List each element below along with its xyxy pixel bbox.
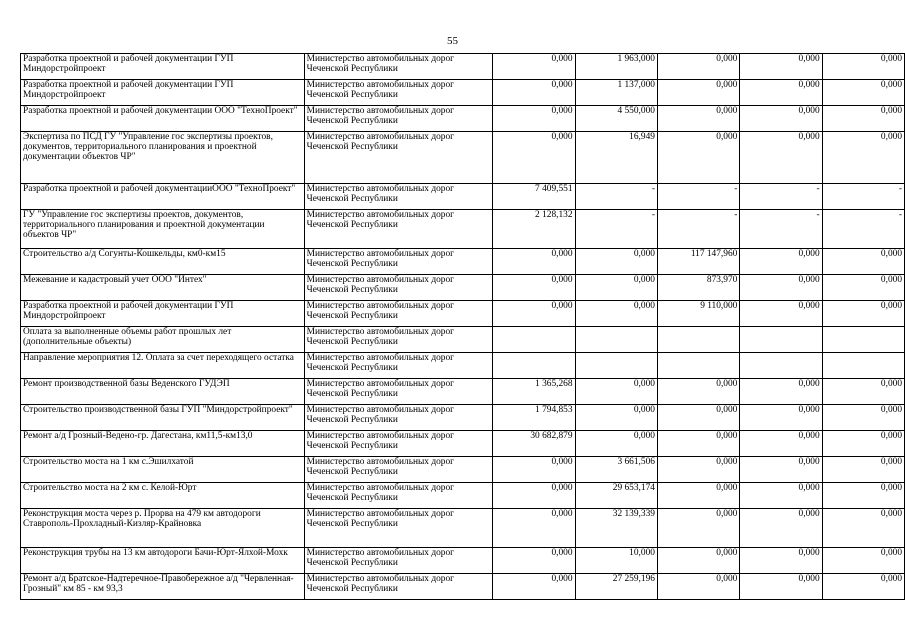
row-ministry-cell: Министерство автомобильных дорог Чеченской Республики [304,106,492,132]
row-ministry-cell: Министерство автомобильных дорог Чеченской Республики [304,275,492,301]
table-row [21,80,905,106]
budget-table [20,53,905,600]
table-row [21,132,905,184]
value-cell-4 [740,353,822,379]
row-ministry-cell: Министерство автомобильных дорог Чеченской Республики [304,483,492,509]
table-row [21,249,905,275]
value-cell-2: 1 963,000 [575,54,657,80]
value-cell-2: 0,000 [575,249,657,275]
value-cell-5: 0,000 [822,574,904,600]
value-cell-5: 0,000 [822,249,904,275]
row-ministry-cell: Министерство автомобильных дорог Чеченской Республики [304,353,492,379]
table-row [21,301,905,327]
table-row [21,353,905,379]
value-cell-5: 0,000 [822,483,904,509]
value-cell-5: - [822,210,904,249]
value-cell-1: 0,000 [493,457,575,483]
value-cell-4: 0,000 [740,483,822,509]
value-cell-5: 0,000 [822,301,904,327]
row-ministry-cell: Министерство автомобильных дорог Чеченской Республики [304,132,492,184]
value-cell-4: 0,000 [740,80,822,106]
value-cell-1 [493,327,575,353]
value-cell-5 [822,353,904,379]
row-name-cell: Ремонт а/д Братское-Надтеречное-Правобережное а/д "Червленная-Грозный" км 85 - км 93,3 [21,574,305,600]
row-name-cell: Строительство а/д Согунты-Кошкельды, км0-км15 [21,249,305,275]
value-cell-4: 0,000 [740,132,822,184]
value-cell-3: 0,000 [657,54,739,80]
value-cell-4: 0,000 [740,548,822,574]
value-cell-5: 0,000 [822,132,904,184]
row-name-cell: Строительство моста на 1 км с.Эшилхатой [21,457,305,483]
value-cell-5: 0,000 [822,457,904,483]
value-cell-2: 32 139,339 [575,509,657,548]
value-cell-3: 0,000 [657,106,739,132]
value-cell-1: 0,000 [493,249,575,275]
row-ministry-cell: Министерство автомобильных дорог Чеченской Республики [304,327,492,353]
value-cell-2: 4 550,000 [575,106,657,132]
row-ministry-cell: Министерство автомобильных дорог Чеченской Республики [304,249,492,275]
value-cell-3: - [657,210,739,249]
value-cell-1: 1 794,853 [493,405,575,431]
value-cell-5: - [822,184,904,210]
value-cell-2: 0,000 [575,275,657,301]
value-cell-1: 0,000 [493,301,575,327]
table-row [21,457,905,483]
value-cell-2: 0,000 [575,431,657,457]
page-number: 55 [447,35,458,47]
value-cell-4: 0,000 [740,275,822,301]
value-cell-3: 0,000 [657,431,739,457]
value-cell-4: 0,000 [740,379,822,405]
row-name-cell: Направление мероприятия 12. Оплата за счет переходящего остатка [21,353,305,379]
value-cell-2: 29 653,174 [575,483,657,509]
value-cell-1 [493,353,575,379]
value-cell-4: 0,000 [740,574,822,600]
value-cell-3: 0,000 [657,405,739,431]
value-cell-1: 30 682,879 [493,431,575,457]
row-ministry-cell: Министерство автомобильных дорог Чеченской Республики [304,184,492,210]
row-name-cell: Разработка проектной и рабочей документации ГУП Миндорстройпроект [21,54,305,80]
value-cell-2: 1 137,000 [575,80,657,106]
row-name-cell: ГУ "Управление гос экспертизы проектов, документов, территориального планирования и проектной документации объектов ЧР" [21,210,305,249]
value-cell-5 [822,327,904,353]
value-cell-1: 0,000 [493,548,575,574]
row-ministry-cell: Министерство автомобильных дорог Чеченской Республики [304,509,492,548]
value-cell-1: 0,000 [493,483,575,509]
value-cell-5: 0,000 [822,80,904,106]
value-cell-4: - [740,210,822,249]
row-ministry-cell: Министерство автомобильных дорог Чеченской Республики [304,210,492,249]
value-cell-2: 3 661,506 [575,457,657,483]
value-cell-3: 0,000 [657,509,739,548]
row-name-cell: Разработка проектной и рабочей документации ООО "ТехноПроект" [21,106,305,132]
table-row [21,574,905,600]
value-cell-1: 1 365,268 [493,379,575,405]
row-name-cell: Разработка проектной и рабочей документации ГУП Миндорстройпроект [21,301,305,327]
value-cell-1: 7 409,551 [493,184,575,210]
row-name-cell: Ремонт а/д Грозный-Ведено-гр. Дагестана, км11,5-км13,0 [21,431,305,457]
value-cell-1: 0,000 [493,509,575,548]
row-name-cell: Межевание и кадастровый учет ООО "Интех" [21,275,305,301]
value-cell-1: 2 128,132 [493,210,575,249]
row-name-cell: Строительство производственной базы ГУП "Миндорстройпроект" [21,405,305,431]
value-cell-3: 0,000 [657,483,739,509]
value-cell-1: 0,000 [493,574,575,600]
value-cell-2: 16,949 [575,132,657,184]
value-cell-1: 0,000 [493,275,575,301]
value-cell-3: 0,000 [657,457,739,483]
row-name-cell: Разработка проектной и рабочей документации ГУП Миндорстройпроект [21,80,305,106]
value-cell-4: 0,000 [740,106,822,132]
value-cell-3: 0,000 [657,80,739,106]
value-cell-4: 0,000 [740,405,822,431]
value-cell-3 [657,327,739,353]
row-ministry-cell: Министерство автомобильных дорог Чеченской Республики [304,80,492,106]
value-cell-1: 0,000 [493,80,575,106]
value-cell-5: 0,000 [822,431,904,457]
value-cell-1: 0,000 [493,106,575,132]
value-cell-5: 0,000 [822,405,904,431]
value-cell-3: 117 147,960 [657,249,739,275]
value-cell-3 [657,353,739,379]
value-cell-5: 0,000 [822,106,904,132]
table-row [21,210,905,249]
row-ministry-cell: Министерство автомобильных дорог Чеченской Республики [304,457,492,483]
value-cell-5: 0,000 [822,548,904,574]
row-name-cell: Оплата за выполненные объемы работ прошлых лет (дополнительные объекты) [21,327,305,353]
row-name-cell: Реконструкция моста через р. Прорва на 479 км автодороги Ставрополь-Прохладный-Кизляр-Крайновка [21,509,305,548]
value-cell-4: 0,000 [740,431,822,457]
table-row [21,184,905,210]
value-cell-1: 0,000 [493,132,575,184]
row-ministry-cell: Министерство автомобильных дорог Чеченской Республики [304,431,492,457]
value-cell-5: 0,000 [822,275,904,301]
value-cell-2: - [575,184,657,210]
row-ministry-cell: Министерство автомобильных дорог Чеченской Республики [304,405,492,431]
row-ministry-cell: Министерство автомобильных дорог Чеченской Республики [304,574,492,600]
value-cell-2: - [575,210,657,249]
value-cell-4: 0,000 [740,54,822,80]
table-row [21,275,905,301]
value-cell-4: 0,000 [740,457,822,483]
value-cell-3: 0,000 [657,574,739,600]
value-cell-3: - [657,184,739,210]
value-cell-1: 0,000 [493,54,575,80]
row-name-cell: Ремонт производственной базы Веденского ГУДЭП [21,379,305,405]
table-row [21,483,905,509]
value-cell-5: 0,000 [822,509,904,548]
row-ministry-cell: Министерство автомобильных дорог Чеченской Республики [304,301,492,327]
value-cell-2: 10,000 [575,548,657,574]
table-row [21,431,905,457]
row-name-cell: Разработка проектной и рабочей документацииООО "ТехноПроект" [21,184,305,210]
value-cell-4: 0,000 [740,301,822,327]
row-name-cell: Реконструкция трубы на 13 км автодороги Бачи-Юрт-Ялхой-Мохк [21,548,305,574]
value-cell-4: - [740,184,822,210]
table-body [21,54,905,600]
table-row [21,548,905,574]
value-cell-3: 873,970 [657,275,739,301]
value-cell-2 [575,327,657,353]
row-ministry-cell: Министерство автомобильных дорог Чеченской Республики [304,54,492,80]
value-cell-4 [740,327,822,353]
row-ministry-cell: Министерство автомобильных дорог Чеченской Республики [304,379,492,405]
row-name-cell: Экспертиза по ПСД ГУ "Управление гос экспертизы проектов, документов, территориального планирования и проектной документации объектов ЧР" [21,132,305,184]
value-cell-3: 0,000 [657,132,739,184]
table-row [21,509,905,548]
table-row [21,405,905,431]
row-ministry-cell: Министерство автомобильных дорог Чеченской Республики [304,548,492,574]
value-cell-4: 0,000 [740,249,822,275]
value-cell-5: 0,000 [822,379,904,405]
table-row [21,327,905,353]
table-row [21,106,905,132]
value-cell-2: 0,000 [575,405,657,431]
row-name-cell: Строительство моста на 2 км с. Келой-Юрт [21,483,305,509]
value-cell-3: 9 110,000 [657,301,739,327]
value-cell-2: 27 259,196 [575,574,657,600]
value-cell-2 [575,353,657,379]
value-cell-2: 0,000 [575,379,657,405]
value-cell-4: 0,000 [740,509,822,548]
table-row [21,54,905,80]
value-cell-5: 0,000 [822,54,904,80]
value-cell-3: 0,000 [657,548,739,574]
value-cell-3: 0,000 [657,379,739,405]
value-cell-2: 0,000 [575,301,657,327]
table-row [21,379,905,405]
